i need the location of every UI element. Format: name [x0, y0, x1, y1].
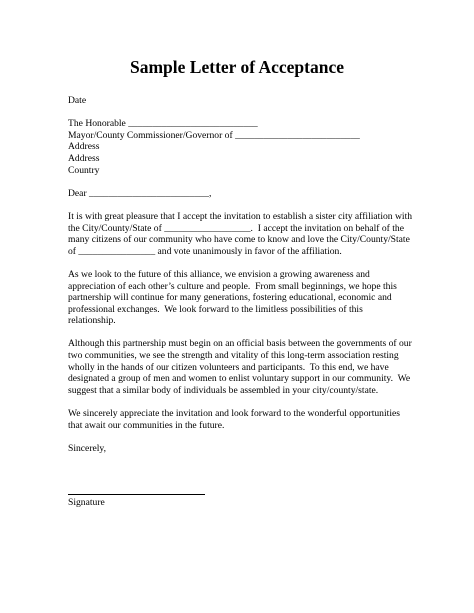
paragraph-line: partnership will continue for many generations, fostering educational, economic and — [68, 292, 392, 304]
recipient-address-line-2: Address — [68, 152, 100, 164]
paragraph-2 — [68, 269, 418, 327]
paragraph-line: many citizens of our community who have come to know and love the City/County/State — [68, 234, 410, 246]
paragraph-line: two communities, we see the strength and vitality of this long-term association resting — [68, 350, 399, 362]
paragraph-line: suggest that a similar body of individuals be assembled in your city/county/state. — [68, 384, 379, 396]
letter-title: Sample Letter of Acceptance — [130, 57, 344, 77]
recipient-block — [68, 118, 418, 176]
paragraph-1 — [68, 211, 418, 257]
paragraph-line: professional exchanges. We look forward to the limitless possibilities of this — [68, 303, 363, 315]
salutation: Dear _________________________, — [68, 187, 212, 199]
paragraph-line: Although this partnership must begin on an official basis between the governments of our — [68, 338, 412, 350]
signature-line — [68, 494, 205, 495]
paragraph-3 — [68, 338, 418, 396]
paragraph-line: wholly in the hands of our citizen volunteers and participants. To this end, we have — [68, 361, 389, 373]
paragraph-line: It is with great pleasure that I accept the invitation to establish a sister city affiliation with — [68, 210, 413, 222]
paragraph-line: of ________________ and vote unanimously in favor of the affiliation. — [68, 245, 342, 257]
paragraph-line: designated a group of men and women to enlist voluntary support in our community. We — [68, 373, 411, 385]
recipient-country-line: Country — [68, 164, 100, 176]
paragraph-line: appreciation of each other’s culture and people. From small beginnings, we hope this — [68, 280, 397, 292]
paragraph-line: As we look to the future of this alliance, we envision a growing awareness and — [68, 268, 370, 280]
recipient-name-line: The Honorable ___________________________ — [68, 118, 258, 130]
paragraph-line: that await our communities in the future. — [68, 419, 225, 431]
paragraph-4 — [68, 408, 418, 431]
paragraph-line: the City/County/State of __________________. I accept the invitation on behalf of the — [68, 222, 404, 234]
signature-label: Signature — [68, 497, 105, 509]
letter-body — [68, 95, 418, 509]
closing: Sincerely, — [68, 442, 107, 454]
paragraph-line: relationship. — [68, 315, 116, 327]
paragraph-line: We sincerely appreciate the invitation and look forward to the wonderful opportunities — [68, 408, 400, 420]
date-line: Date — [68, 95, 87, 106]
recipient-address-line-1: Address — [68, 141, 100, 153]
recipient-title-line: Mayor/County Commissioner/Governor of __________________________ — [68, 129, 360, 141]
